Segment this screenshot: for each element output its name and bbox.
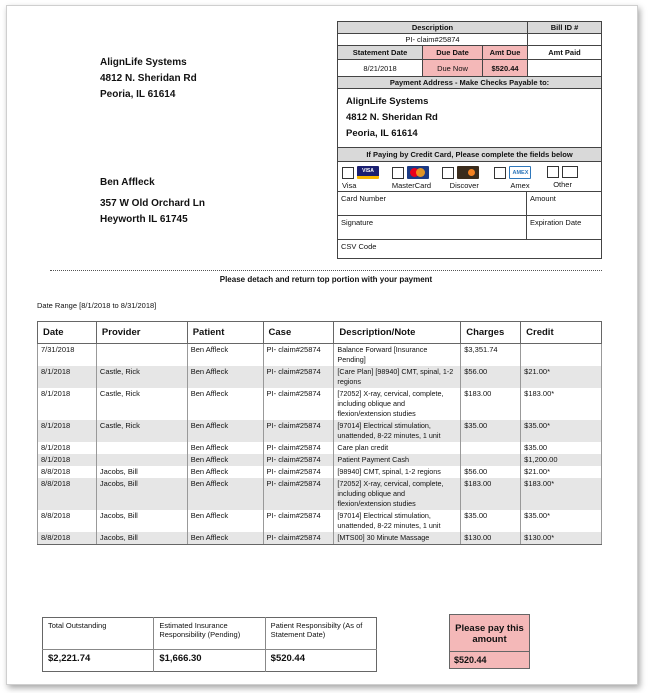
cell-charges xyxy=(461,454,521,466)
balance-summary xyxy=(42,617,377,672)
cell-patient: Ben Affleck xyxy=(187,388,263,420)
cell-provider: Castle, Rick xyxy=(96,420,187,442)
detach-instruction: Please detach and return top portion with your payment xyxy=(219,275,433,284)
cell-case: PI- claim#25874 xyxy=(263,454,334,466)
discover-checkbox[interactable] xyxy=(442,167,454,179)
expiration-date-field[interactable]: Expiration Date xyxy=(530,218,582,227)
col-credit-header: Credit xyxy=(521,322,602,344)
cell-patient: Ben Affleck xyxy=(187,478,263,510)
description-value: PI- claim#25874 xyxy=(338,34,528,45)
table-row xyxy=(38,388,602,420)
cell-provider xyxy=(96,442,187,454)
amt-paid-header: Amt Paid xyxy=(548,48,581,57)
pay-to-name: AlignLife Systems xyxy=(346,96,429,107)
company-city: Peoria, IL 61614 xyxy=(100,89,176,100)
cell-description: Patient Payment Cash xyxy=(334,454,461,466)
cell-case: PI- claim#25874 xyxy=(263,366,334,388)
cell-case: PI- claim#25874 xyxy=(263,344,334,367)
cell-provider xyxy=(96,344,187,367)
pay-to-street: 4812 N. Sheridan Rd xyxy=(346,112,438,123)
cell-case: PI- claim#25874 xyxy=(263,420,334,442)
cell-date: 8/1/2018 xyxy=(38,366,97,388)
patient-responsibility-label: Patient Responsibilty (As of Statement Date) xyxy=(265,618,376,650)
bill-id-value xyxy=(528,34,601,45)
discover-label: Discover xyxy=(449,181,479,190)
amount-field[interactable]: Amount xyxy=(530,194,556,203)
cell-patient: Ben Affleck xyxy=(187,344,263,367)
company-street: 4812 N. Sheridan Rd xyxy=(100,73,197,84)
cell-patient: Ben Affleck xyxy=(187,466,263,478)
table-row xyxy=(38,532,602,545)
description-header: Description xyxy=(338,22,528,33)
col-charges-header: Charges xyxy=(461,322,521,344)
cell-provider: Castle, Rick xyxy=(96,366,187,388)
table-row xyxy=(38,466,602,478)
cell-provider: Castle, Rick xyxy=(96,388,187,420)
cell-credit: $35.00* xyxy=(521,510,602,532)
table-header-row xyxy=(38,322,602,344)
cell-date: 8/1/2018 xyxy=(38,388,97,420)
cell-case: PI- claim#25874 xyxy=(263,388,334,420)
amt-paid-field[interactable] xyxy=(528,60,601,76)
cell-credit xyxy=(521,344,602,367)
cell-date: 8/8/2018 xyxy=(38,532,97,545)
amex-label: Amex xyxy=(510,181,530,190)
cell-description: [Care Plan] [98940] CMT, spinal, 1-2 regions xyxy=(334,366,461,388)
cell-provider xyxy=(96,454,187,466)
visa-logo-icon: VISA xyxy=(357,166,379,179)
amt-due-header: Amt Due xyxy=(483,46,528,59)
insurance-responsibility-value: $1,666.30 xyxy=(154,650,265,672)
cell-charges xyxy=(461,442,521,454)
pay-amount-value: $520.44 xyxy=(454,655,487,665)
cell-description: [72052] X-ray, cervical, complete, including oblique and flexion/extension studies xyxy=(334,478,461,510)
cell-case: PI- claim#25874 xyxy=(263,466,334,478)
cell-patient: Ben Affleck xyxy=(187,532,263,545)
cell-patient: Ben Affleck xyxy=(187,510,263,532)
amex-checkbox[interactable] xyxy=(494,167,506,179)
table-row xyxy=(38,344,602,367)
bill-id-header: Bill ID # xyxy=(550,23,579,32)
signature-field[interactable]: Signature xyxy=(338,216,527,239)
patient-responsibility-value: $520.44 xyxy=(270,653,305,664)
cell-credit: $130.00* xyxy=(521,532,602,545)
cell-credit: $35.00* xyxy=(521,420,602,442)
statement-date: 8/21/2018 xyxy=(338,60,423,76)
cell-charges: $183.00 xyxy=(461,478,521,510)
remittance-box xyxy=(337,21,602,259)
cell-description: [98940] CMT, spinal, 1-2 regions xyxy=(334,466,461,478)
col-case-header: Case xyxy=(263,322,334,344)
csv-code-field[interactable]: CSV Code xyxy=(341,242,377,251)
patient-name: Ben Affleck xyxy=(100,177,155,188)
cell-description: Balance Forward [Insurance Pending] xyxy=(334,344,461,367)
cell-credit: $21.00* xyxy=(521,366,602,388)
pay-to-city: Peoria, IL 61614 xyxy=(346,128,418,139)
patient-address xyxy=(100,175,205,228)
card-option-visa xyxy=(342,166,392,190)
cell-date: 8/8/2018 xyxy=(38,510,97,532)
cell-patient: Ben Affleck xyxy=(187,420,263,442)
col-date-header: Date xyxy=(38,322,97,344)
cell-case: PI- claim#25874 xyxy=(263,442,334,454)
patient-street: 357 W Old Orchard Ln xyxy=(100,198,206,209)
cell-patient: Ben Affleck xyxy=(187,442,263,454)
cell-charges: $183.00 xyxy=(461,388,521,420)
table-body xyxy=(38,344,602,545)
table-row xyxy=(38,510,602,532)
credit-card-header: If Paying by Credit Card, Please complete the fields below xyxy=(366,150,573,159)
date-range: Date Range [8/1/2018 to 8/31/2018] xyxy=(37,301,157,310)
cell-case: PI- claim#25874 xyxy=(263,478,334,510)
col-provider-header: Provider xyxy=(96,322,187,344)
cell-date: 8/1/2018 xyxy=(38,420,97,442)
cell-provider: Jacobs, Bill xyxy=(96,532,187,545)
payment-address-header: Payment Address - Make Checks Payable to: xyxy=(389,78,550,87)
detach-line xyxy=(50,270,602,271)
cell-provider: Jacobs, Bill xyxy=(96,478,187,510)
visa-label: Visa xyxy=(342,181,357,190)
cell-date: 8/1/2018 xyxy=(38,442,97,454)
cell-charges: $130.00 xyxy=(461,532,521,545)
statement-date-header: Statement Date xyxy=(338,46,423,59)
table-row xyxy=(38,478,602,510)
cell-charges: $56.00 xyxy=(461,366,521,388)
other-label: Other xyxy=(553,180,572,189)
cell-patient: Ben Affleck xyxy=(187,454,263,466)
cell-date: 7/31/2018 xyxy=(38,344,97,367)
mastercard-label: MasterCard xyxy=(391,181,432,190)
card-option-discover xyxy=(442,166,495,190)
cell-charges: $3,351.74 xyxy=(461,344,521,367)
insurance-responsibility-label: Estimated Insurance Responsibility (Pending) xyxy=(154,618,265,650)
total-outstanding-label: Total Outstanding xyxy=(43,618,154,650)
total-outstanding-value: $2,221.74 xyxy=(43,650,154,672)
cell-date: 8/8/2018 xyxy=(38,478,97,510)
patient-city: Heyworth IL 61745 xyxy=(100,214,188,225)
transactions-table xyxy=(37,321,602,545)
cell-date: 8/8/2018 xyxy=(38,466,97,478)
col-description-header: Description/Note xyxy=(334,322,461,344)
cell-credit: $35.00 xyxy=(521,442,602,454)
discover-logo-icon xyxy=(457,166,479,179)
cell-date: 8/1/2018 xyxy=(38,454,97,466)
col-patient-header: Patient xyxy=(187,322,263,344)
cell-description: [97014] Electrical stimulation, unattended, 8-22 minutes, 1 unit xyxy=(334,420,461,442)
cell-description: [72052] X-ray, cervical, complete, including oblique and flexion/extension studies xyxy=(334,388,461,420)
cell-credit: $183.00* xyxy=(521,388,602,420)
cell-credit: $1,200.00 xyxy=(521,454,602,466)
payment-address xyxy=(338,89,601,148)
card-options xyxy=(338,162,601,192)
cell-description: [97014] Electrical stimulation, unattended, 8-22 minutes, 1 unit xyxy=(334,510,461,532)
amt-due: $520.44 xyxy=(483,60,528,76)
cell-charges: $56.00 xyxy=(461,466,521,478)
due-date-header: Due Date xyxy=(423,46,483,59)
cell-credit: $21.00* xyxy=(521,466,602,478)
pay-amount-message: Please pay this amount xyxy=(450,615,529,652)
mastercard-checkbox[interactable] xyxy=(392,167,404,179)
cell-credit: $183.00* xyxy=(521,478,602,510)
amex-logo-icon: AMEX xyxy=(509,166,531,179)
cell-description: [MTS00] 30 Minute Massage xyxy=(334,532,461,545)
table-row xyxy=(38,420,602,442)
mastercard-logo-icon xyxy=(407,166,429,179)
cell-provider: Jacobs, Bill xyxy=(96,510,187,532)
cell-case: PI- claim#25874 xyxy=(263,510,334,532)
cell-case: PI- claim#25874 xyxy=(263,532,334,545)
card-option-mastercard xyxy=(392,166,442,190)
cell-patient: Ben Affleck xyxy=(187,366,263,388)
cell-description: Care plan credit xyxy=(334,442,461,454)
cell-provider: Jacobs, Bill xyxy=(96,466,187,478)
company-address xyxy=(100,55,197,103)
visa-checkbox[interactable] xyxy=(342,167,354,179)
cell-charges: $35.00 xyxy=(461,510,521,532)
pay-amount-box xyxy=(449,614,530,669)
other-card-box[interactable] xyxy=(562,166,578,178)
card-number-field[interactable]: Card Number xyxy=(338,192,527,215)
table-row xyxy=(38,366,602,388)
other-checkbox[interactable] xyxy=(547,166,559,178)
due-date: Due Now xyxy=(423,60,483,76)
card-option-amex xyxy=(494,166,547,190)
card-option-other xyxy=(547,166,597,189)
table-row xyxy=(38,442,602,454)
company-name: AlignLife Systems xyxy=(100,57,187,68)
table-row xyxy=(38,454,602,466)
cell-charges: $35.00 xyxy=(461,420,521,442)
